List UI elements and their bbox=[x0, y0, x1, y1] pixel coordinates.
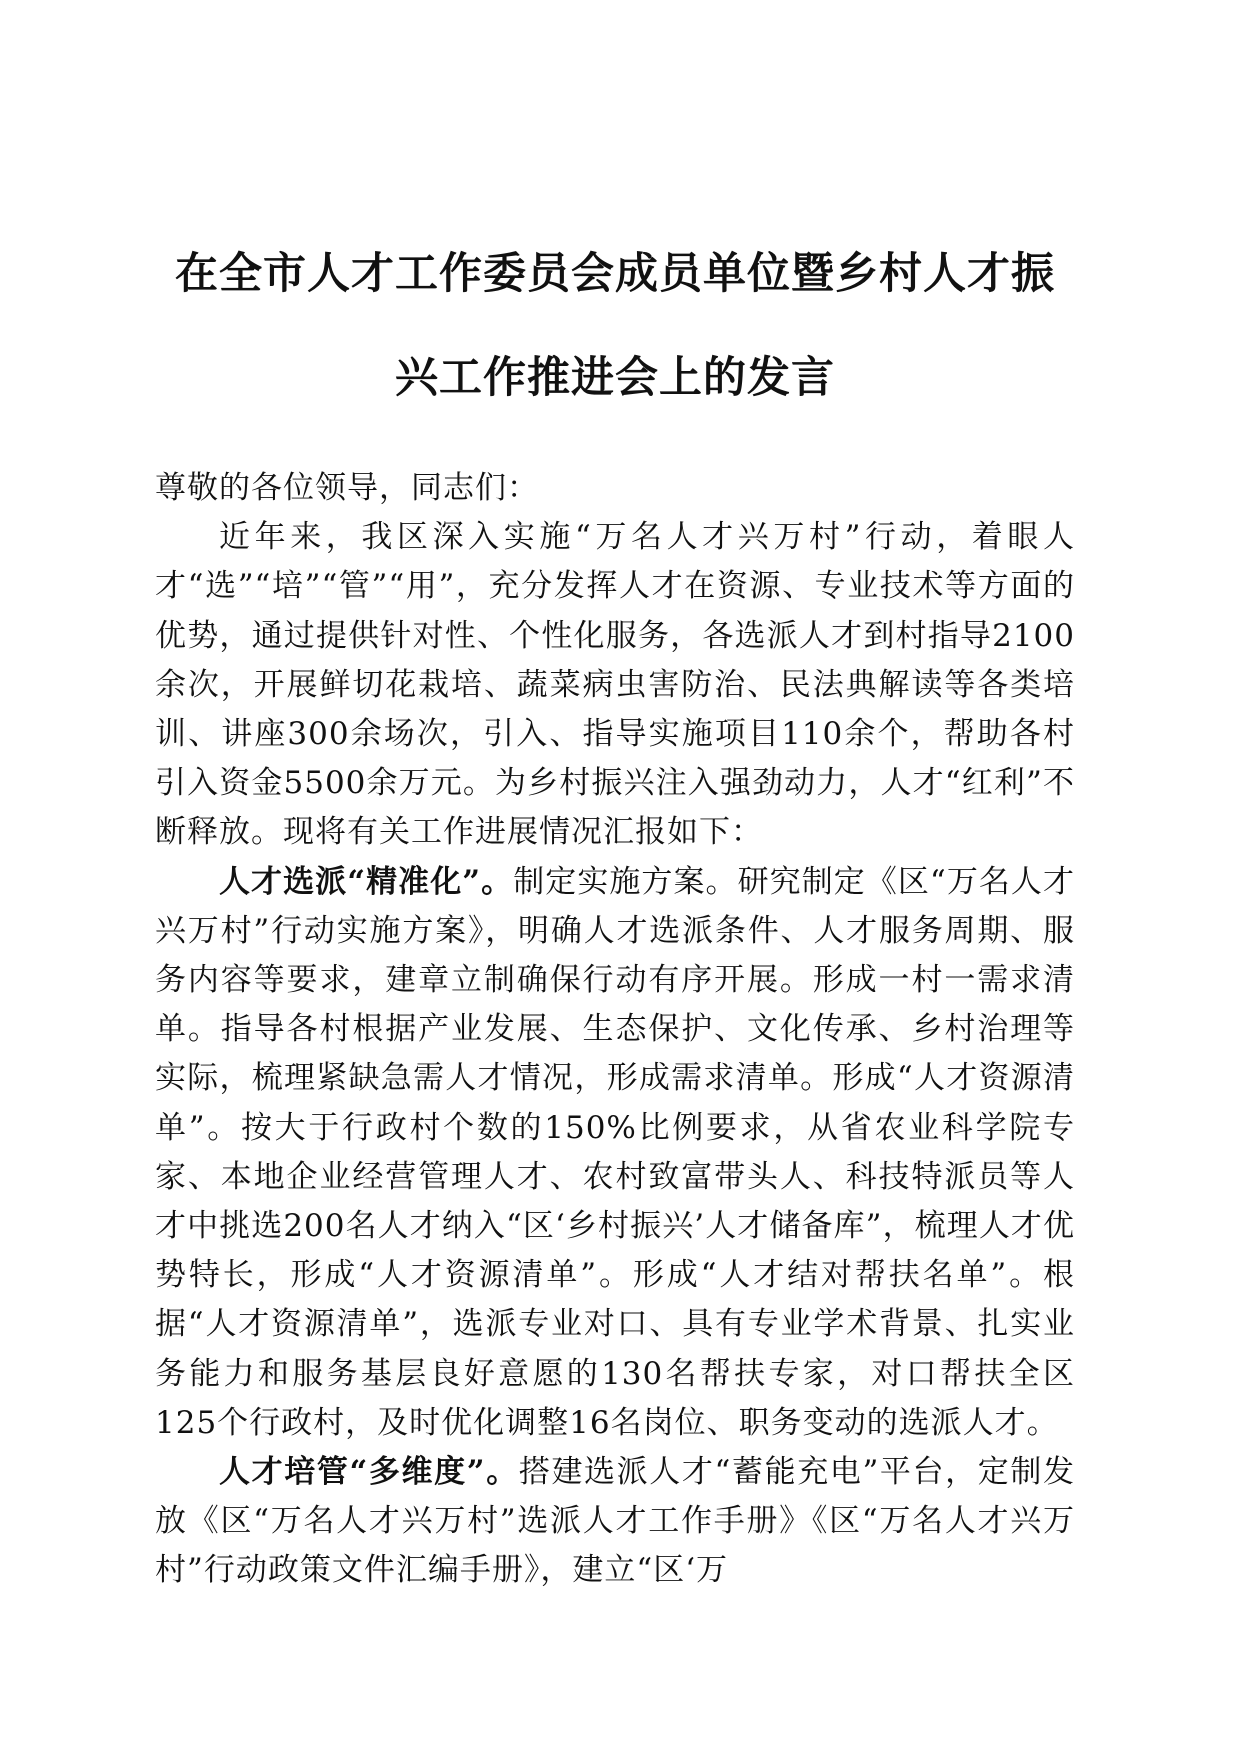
title-line-1: 在全市人才工作委员会成员单位暨乡村人才振 bbox=[175, 249, 1055, 299]
section-1-text: 制定实施方案。研究制定《区“万名人才兴万村”行动实施方案》，明确人才选派条件、人才服务周期、服务内容等要求，建章立制确保行动有序开展。形成一村一需求清单。指导各村根据产业发展、生态保护、文化传承、乡村治理等实际，梳理紧缺急需人才情况，形成需求清单。形成“人才资源清单”。按大于行政村个数的150%比例要求，从省农业科学院专家、本地企业经营管理人才、农村致富带头人、科技特派员等人才中挑选200名人才纳入“区‘乡村振兴’人才储备库”，梳理人才优势特长，形成“人才资源清单”。形成“人才结对帮扶名单”。根据“人才资源清单”，选派专业对口、具有专业学术背景、扎实业务能力和服务基层良好意愿的130名帮扶专家，对口帮扶全区125个行政村，及时优化调整16名岗位、职务变动的选派人才。 bbox=[155, 863, 1075, 1441]
salutation: 尊敬的各位领导，同志们： bbox=[155, 470, 539, 506]
document-title bbox=[150, 222, 1080, 430]
section-2-heading: 人才培管“多维度”。 bbox=[219, 1454, 519, 1491]
title-line-2: 兴工作推进会上的发言 bbox=[395, 353, 835, 403]
section-1-heading: 人才选派“精准化”。 bbox=[219, 863, 514, 900]
intro-paragraph: 近年来，我区深入实施“万名人才兴万村”行动，着眼人才“选”“培”“管”“用”，充分发挥人才在资源、专业技术等方面的优势，通过提供针对性、个性化服务，各选派人才到村指导2100余次，开展鲜切花栽培、蔬菜病虫害防治、民法典解读等各类培训、讲座300余场次，引入、指导实施项目110余个，帮助各村引入资金5500余万元。为乡村振兴注入强劲动力，人才“红利”不断释放。现将有关工作进展情况汇报如下： bbox=[155, 519, 1075, 851]
section-2-paragraph bbox=[155, 1448, 1075, 1596]
section-1-paragraph bbox=[155, 858, 1075, 1448]
document-body bbox=[155, 464, 1075, 1596]
section-2-text: 搭建选派人才“蓄能充电”平台，定制发放《区“万名人才兴万村”选派人才工作手册》《区“万名人才兴万村”行动政策文件汇编手册》，建立“区‘万 bbox=[155, 1454, 1075, 1589]
